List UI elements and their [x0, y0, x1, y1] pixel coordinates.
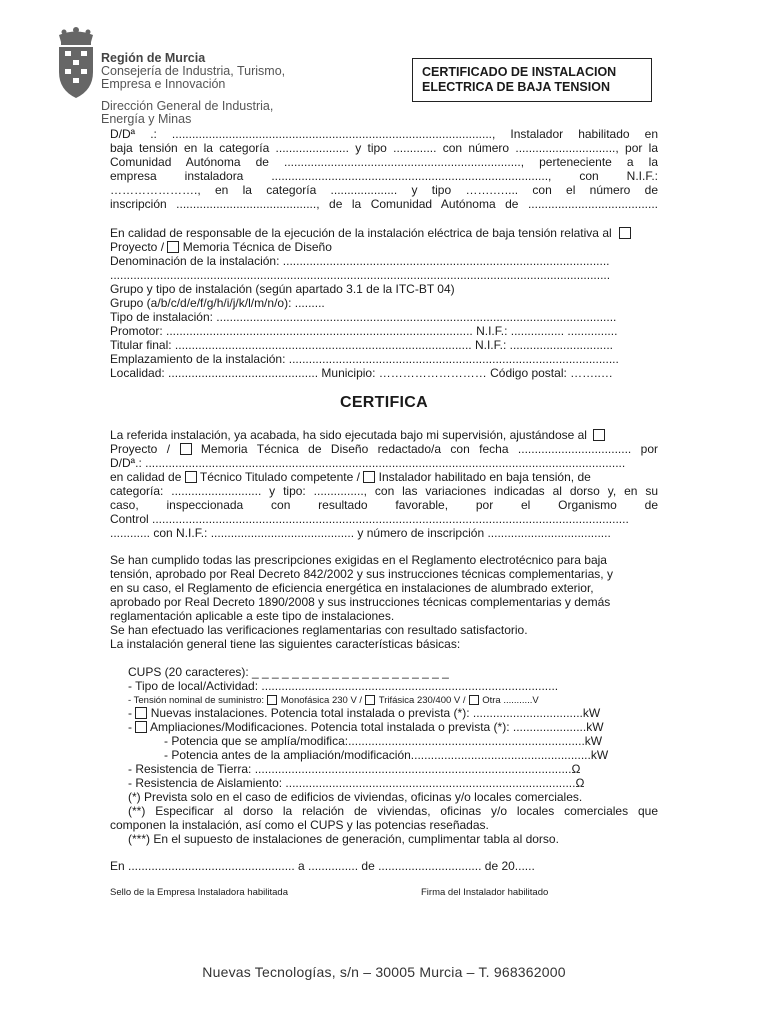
note-2b: componen la instalación, así como el CUPS y las potencias reseñadas.	[110, 818, 489, 832]
note-2a: (**) Especificar al dorso la relación de viviendas, oficinas y/o locales comerciales que	[128, 804, 658, 818]
locality-line: Localidad: ............................................. Municipio: ……………………… Código postal: ……..…	[110, 366, 613, 380]
note-3: (***) En el supuesto de instalaciones de generación, cumplimentar tabla al dorso.	[128, 832, 559, 846]
certify-memoria-checkbox[interactable]	[180, 443, 192, 455]
mono-checkbox[interactable]	[267, 695, 277, 705]
tri-checkbox[interactable]	[365, 695, 375, 705]
regulation-line-3: en su caso, el Reglamento de eficiencia energética en instalaciones de alumbrado exterior,	[110, 581, 594, 595]
tri-label: Trifásica 230/400 V /	[378, 695, 466, 706]
certify-text-1: La referida instalación, ya acabada, ha sido ejecutada bajo mi supervisión, ajustándose al	[110, 428, 587, 442]
responsible-text: En calidad de responsable de la ejecución de la instalación eléctrica de baja tensión relativa al	[110, 226, 612, 240]
proyecto-label: Proyecto /	[110, 240, 165, 254]
memoria-label: Memoria Técnica de Diseño	[182, 240, 332, 254]
extension-checkbox[interactable]	[135, 721, 147, 733]
dir-line-1: Dirección General de Industria,	[101, 99, 274, 113]
denomination-line-2: ......................................................................................................................................................	[110, 268, 611, 282]
installer-line-4: empresa instaladora ..................................................................................., con N.I.F.:	[110, 169, 658, 183]
installer-line-6: inscripción .........................................., de la Comunidad Autónoma de .......................................	[110, 197, 658, 211]
power-before-line: - Potencia antes de la ampliación/modificación......................................................kW	[164, 748, 609, 762]
extension-label: Ampliaciones/Modificaciones. Potencia total instalada o prevista (*): ......................kW	[150, 720, 604, 734]
group-type-heading: Grupo y tipo de instalación (según apartado 3.1 de la ITC-BT 04)	[110, 282, 455, 296]
direction-block	[101, 100, 273, 126]
extension-dash: -	[128, 720, 132, 734]
certify-line-8: ............ con N.I.F.: ........................................... y número de inscripción .....................................	[110, 526, 611, 540]
location-line: Emplazamiento de la instalación: ...................................................................................................	[110, 352, 619, 366]
certify-line-2	[110, 442, 658, 456]
cups-line: CUPS (20 caracteres): _ _ _ _ _ _ _ _ _ _ _ _ _ _ _ _ _ _ _ _	[128, 665, 449, 679]
regulation-line-1: Se han cumplido todas las prescripciones exigidas en el Reglamento electrotécnico para baja	[110, 553, 607, 567]
certify-line-1	[110, 428, 658, 442]
org-name: Región de Murcia	[101, 51, 206, 65]
insulation-resistance-line: - Resistencia de Aislamiento: .......................................................................................Ω	[128, 776, 585, 790]
new-installation-checkbox[interactable]	[135, 707, 147, 719]
capacity-label: en calidad de	[110, 470, 182, 484]
promoter-line: Promotor: ............................................................................................ N.I.F.: ................ ...............	[110, 324, 618, 338]
mono-label: Monofásica 230 V /	[280, 695, 363, 706]
organization-block	[101, 52, 285, 91]
note-1: (*) Prevista solo en el caso de edificios de viviendas, oficinas y/o locales comerciales.	[128, 790, 583, 804]
org-line-3: Empresa e Innovación	[101, 77, 226, 91]
proyecto-checkbox[interactable]	[619, 227, 631, 239]
extension-line	[128, 720, 658, 734]
local-type-line: - Tipo de local/Actividad: .........................................................................................	[128, 679, 559, 693]
certify-proyecto-label: Proyecto /	[110, 442, 171, 456]
installer-line-1: D/Dª .: ................................................................................................, Instalador habilitado en	[110, 127, 658, 141]
group-line: Grupo (a/b/c/d/e/f/g/h/i/j/k/l/m/n/o): .........	[110, 296, 325, 310]
characteristics-line: La instalación general tiene las siguientes características básicas:	[110, 637, 461, 651]
denomination-line: Denominación de la instalación: ..................................................................................................	[110, 254, 610, 268]
other-label: Otra ...........V	[482, 695, 539, 706]
new-installation-line	[128, 706, 658, 720]
certifica-heading: CERTIFICA	[339, 394, 429, 411]
document-title-box	[412, 58, 652, 102]
installer-label: Instalador habilitado en baja tensión, de	[378, 470, 591, 484]
certify-line-3: D/Dª.: ................................................................................................................................................	[110, 456, 626, 470]
new-installation-label: Nuevas instalaciones. Potencia total instalada o prevista (*): .................................kW	[150, 706, 601, 720]
new-dash: -	[128, 706, 132, 720]
installation-type-line: Tipo de instalación: ........................................................................................................................	[110, 310, 617, 324]
power-extended-line: - Potencia que se amplía/modifica:.......................................................................kW	[164, 734, 603, 748]
installer-line-2: baja tensión en la categoría ...................... y tipo ............. con número .............................., por la	[110, 141, 658, 155]
company-seal-label: Sello de la Empresa Instaladora habilitada	[110, 887, 288, 898]
technician-checkbox[interactable]	[185, 471, 197, 483]
certify-line-5: categoría: ........................... y tipo: ..............., con las variaciones indicadas al dorso y, en su	[110, 484, 658, 498]
certify-memoria-label: Memoria Técnica de Diseño redactado/a con fecha .................................. por	[200, 442, 658, 456]
certify-line-7: Control ...............................................................................................................................................	[110, 512, 629, 526]
certify-line-6: caso, inspeccionada con resultado favorable, por el Organismo de	[110, 498, 658, 512]
title-line-2: ELECTRICA DE BAJA TENSION	[422, 80, 610, 94]
verification-line: Se han efectuado las verificaciones reglamentarias con resultado satisfactorio.	[110, 623, 528, 637]
regulation-line-4: aprobado por Real Decreto 1890/2008 y sus instrucciones técnicas complementarias y demás	[110, 595, 611, 609]
installer-signature-label: Firma del Instalador habilitado	[421, 887, 549, 898]
memoria-checkbox[interactable]	[167, 241, 179, 253]
org-line-2: Consejería de Industria, Turismo,	[101, 64, 286, 78]
installer-line-3: Comunidad Autónoma de ......................................................................., perteneciente a la	[110, 155, 658, 169]
project-type-line	[110, 240, 658, 254]
date-line: En .................................................. a ............... de ............................... de 20......	[110, 859, 535, 873]
dir-line-2: Energía y Minas	[101, 112, 192, 126]
regulation-line-2: tensión, aprobado por Real Decreto 842/2002 y sus instrucciones técnicas complementarias, y	[110, 567, 613, 581]
coat-of-arms-icon	[55, 26, 97, 100]
footer-address: Nuevas Tecnologías, s/n – 30005 Murcia – T. 968362000	[202, 964, 566, 980]
regulation-line-5: reglamentación aplicable a este tipo de instalaciones.	[110, 609, 395, 623]
installer-checkbox[interactable]	[363, 471, 375, 483]
voltage-label: - Tensión nominal de suministro:	[128, 695, 265, 706]
final-holder-line: Titular final: ......................................................................................... N.I.F.: ...............................	[110, 338, 613, 352]
technician-label: Técnico Titulado competente /	[199, 470, 360, 484]
certify-proyecto-checkbox[interactable]	[593, 429, 605, 441]
other-checkbox[interactable]	[469, 695, 479, 705]
certify-line-4	[110, 470, 658, 484]
responsible-line	[110, 226, 658, 240]
title-line-1: CERTIFICADO DE INSTALACION	[422, 65, 617, 79]
earth-resistance-line: - Resistencia de Tierra: ...............................................................................................Ω	[128, 762, 581, 776]
installer-line-5: …………………., en la categoría .................... y tipo …….….... con el número de	[110, 183, 658, 197]
